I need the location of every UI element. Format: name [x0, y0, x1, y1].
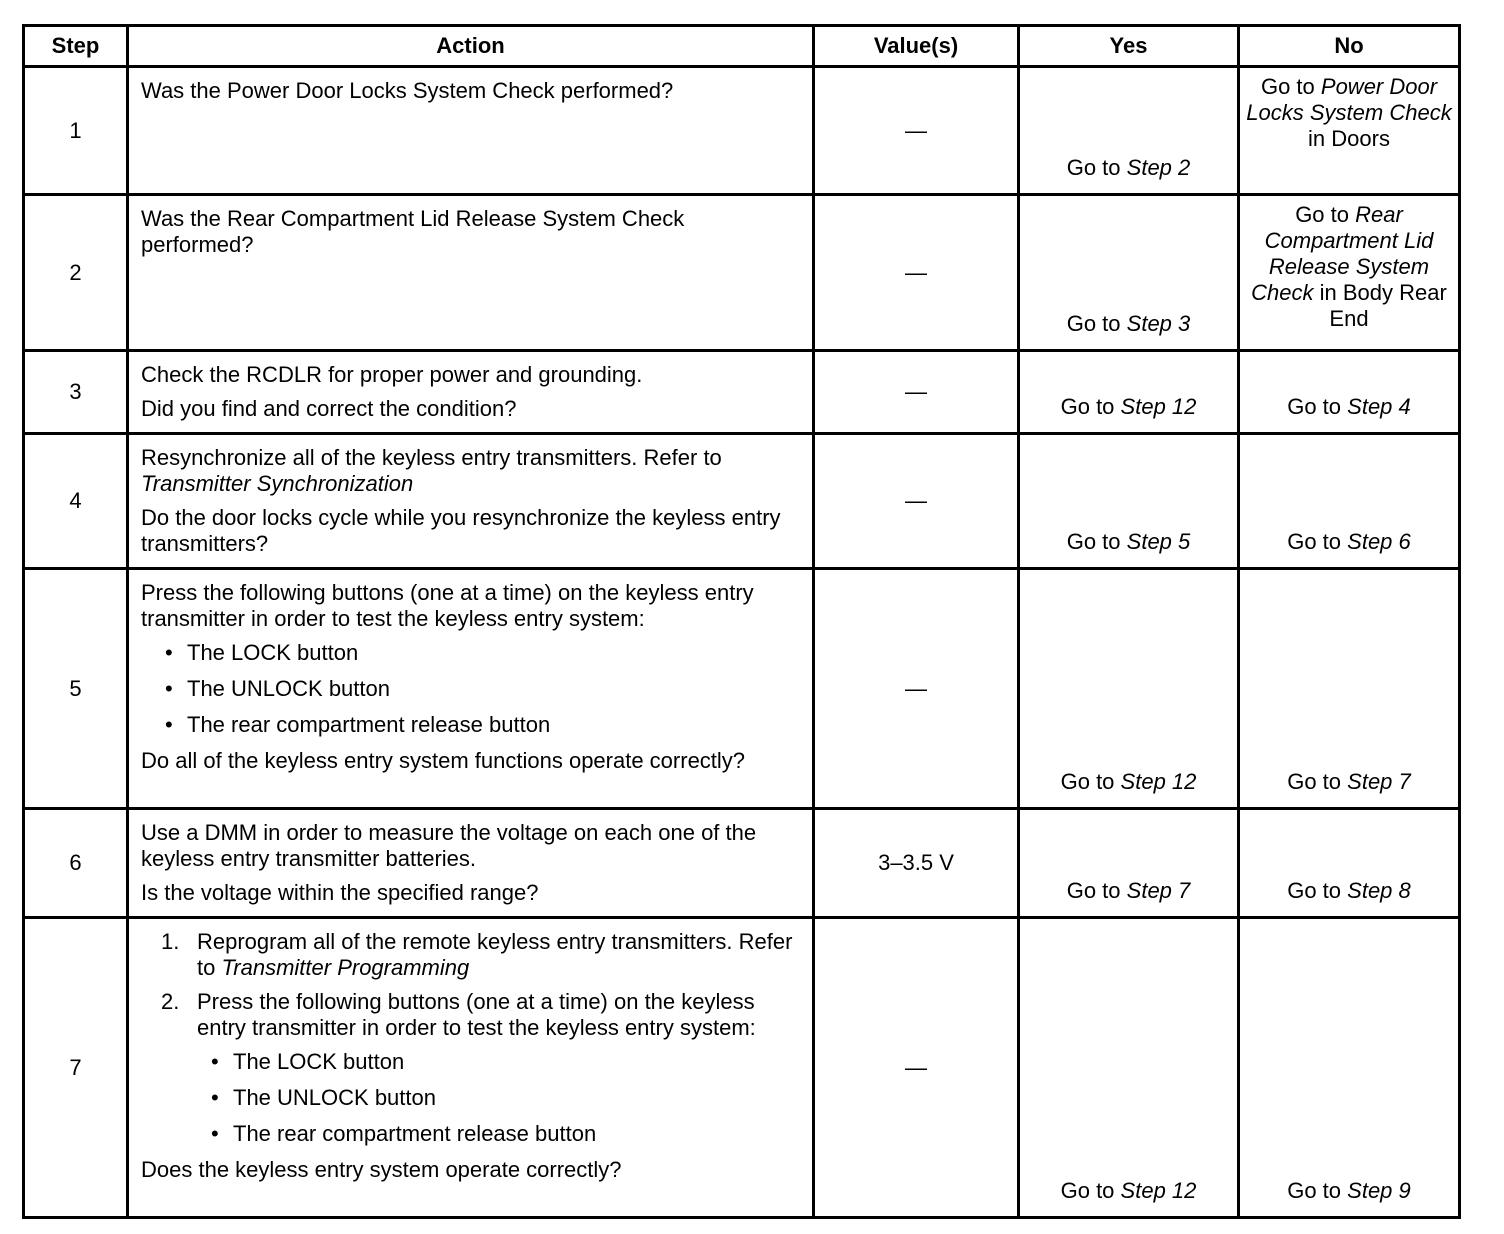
item-number: 2.: [161, 989, 180, 1014]
goto-text: Go to: [1060, 769, 1115, 794]
header-yes: Yes: [1019, 26, 1239, 67]
value-cell: —: [814, 918, 1019, 1218]
step-number: 1: [24, 67, 128, 195]
no-cell: [1239, 434, 1460, 569]
value-cell: —: [814, 434, 1019, 569]
step-link: Step 12: [1120, 394, 1197, 419]
step-number: 3: [24, 351, 128, 434]
instruction-text: Press the following buttons (one at a time) on the keyless entry transmitter in order to test the keyless entry system:: [197, 989, 756, 1040]
question-text: Does the keyless entry system operate correctly?: [141, 1157, 622, 1182]
table-row: [24, 918, 1460, 1218]
location-text: in Body Rear End: [1319, 280, 1447, 331]
yes-cell: [1019, 918, 1239, 1218]
step-link: Step 12: [1120, 1178, 1197, 1203]
goto-text: Go to: [1060, 394, 1115, 419]
procedure-link: Power Door Locks System Check: [1246, 74, 1452, 125]
goto-text: Go to: [1287, 394, 1342, 419]
instruction-text: Reprogram all of the remote keyless entry transmitters. Refer to: [197, 929, 793, 980]
action-text: Check the RCDLR for proper power and grounding.: [141, 362, 643, 387]
yes-cell: [1019, 434, 1239, 569]
diagnostic-table: [22, 24, 1461, 1219]
step-link: Step 7: [1126, 878, 1191, 903]
goto-text: Go to: [1260, 74, 1315, 99]
step-link: Step 2: [1126, 155, 1191, 180]
header-row: [24, 26, 1460, 67]
reference-link: Transmitter Synchronization: [141, 471, 414, 496]
step-link: Step 5: [1126, 529, 1191, 554]
goto-text: Go to: [1287, 529, 1342, 554]
step-link: Step 6: [1347, 529, 1411, 554]
table-row: [24, 809, 1460, 918]
goto-text: Go to: [1287, 878, 1342, 903]
action-text: Was the Power Door Locks System Check performed?: [141, 78, 674, 103]
step-number: 6: [24, 809, 128, 918]
value-cell: 3–3.5 V: [814, 809, 1019, 918]
item-number: 1.: [161, 929, 180, 954]
header-action: Action: [128, 26, 814, 67]
step-link: Step 7: [1347, 769, 1411, 794]
numbered-list: [141, 929, 800, 1147]
no-cell: [1239, 195, 1460, 351]
step-number: 7: [24, 918, 128, 1218]
goto-text: Go to: [1066, 155, 1121, 180]
table-row: [24, 434, 1460, 569]
list-item: • The LOCK button: [141, 640, 800, 666]
yes-cell: [1019, 67, 1239, 195]
action-cell: [128, 569, 814, 809]
list-item: • The LOCK button: [197, 1049, 800, 1075]
question-text: Do the door locks cycle while you resynchronize the keyless entry transmitters?: [141, 505, 781, 556]
action-cell: [128, 809, 814, 918]
header-values: Value(s): [814, 26, 1019, 67]
header-no: No: [1239, 26, 1460, 67]
no-cell: [1239, 569, 1460, 809]
action-text: Was the Rear Compartment Lid Release System Check performed?: [141, 206, 685, 257]
yes-cell: [1019, 809, 1239, 918]
step-number: 4: [24, 434, 128, 569]
goto-text: Go to: [1066, 311, 1121, 336]
procedure-link: Rear Compartment Lid Release System Check: [1251, 202, 1434, 305]
goto-text: Go to: [1287, 769, 1342, 794]
list-item: [141, 989, 800, 1147]
header-step: Step: [24, 26, 128, 67]
yes-cell: [1019, 195, 1239, 351]
action-text: Use a DMM in order to measure the voltage on each one of the keyless entry transmitter batteries.: [141, 820, 757, 871]
action-cell: [128, 918, 814, 1218]
table-row: [24, 195, 1460, 351]
value-cell: —: [814, 67, 1019, 195]
action-text: [141, 445, 800, 497]
table-row: [24, 67, 1460, 195]
step-link: Step 12: [1120, 769, 1197, 794]
step-link: Step 3: [1126, 311, 1191, 336]
no-cell: [1239, 351, 1460, 434]
no-cell: [1239, 918, 1460, 1218]
list-item: • The rear compartment release button: [141, 712, 800, 738]
value-cell: —: [814, 195, 1019, 351]
goto-text: Go to: [1066, 878, 1121, 903]
goto-text: Go to: [1060, 1178, 1115, 1203]
step-link: Step 8: [1347, 878, 1411, 903]
list-item: • The rear compartment release button: [197, 1121, 800, 1147]
yes-cell: [1019, 351, 1239, 434]
goto-text: Go to: [1066, 529, 1121, 554]
question-text: Is the voltage within the specified range?: [141, 880, 539, 905]
action-cell: [128, 351, 814, 434]
button-list: [141, 640, 800, 738]
action-cell: [128, 434, 814, 569]
no-cell: [1239, 67, 1460, 195]
action-cell: [128, 67, 814, 195]
step-link: Step 4: [1347, 394, 1411, 419]
table-row: [24, 351, 1460, 434]
value-cell: —: [814, 351, 1019, 434]
list-item: • The UNLOCK button: [197, 1085, 800, 1111]
step-number: 5: [24, 569, 128, 809]
location-text: in Doors: [1308, 126, 1390, 151]
list-item: • The UNLOCK button: [141, 676, 800, 702]
step-link: Step 9: [1347, 1178, 1411, 1203]
value-cell: —: [814, 569, 1019, 809]
instruction-text: Resynchronize all of the keyless entry transmitters. Refer to: [141, 445, 722, 470]
step-number: 2: [24, 195, 128, 351]
question-text: Do all of the keyless entry system functions operate correctly?: [141, 748, 746, 773]
action-cell: [128, 195, 814, 351]
goto-text: Go to: [1287, 1178, 1342, 1203]
table-row: [24, 569, 1460, 809]
action-text: Press the following buttons (one at a time) on the keyless entry transmitter in order to test the keyless entry system:: [141, 580, 754, 631]
yes-cell: [1019, 569, 1239, 809]
reference-link: Transmitter Programming: [221, 955, 470, 980]
goto-text: Go to: [1295, 202, 1349, 227]
button-list: [197, 1049, 800, 1147]
list-item: [141, 929, 800, 981]
question-text: Did you find and correct the condition?: [141, 396, 517, 421]
no-cell: [1239, 809, 1460, 918]
